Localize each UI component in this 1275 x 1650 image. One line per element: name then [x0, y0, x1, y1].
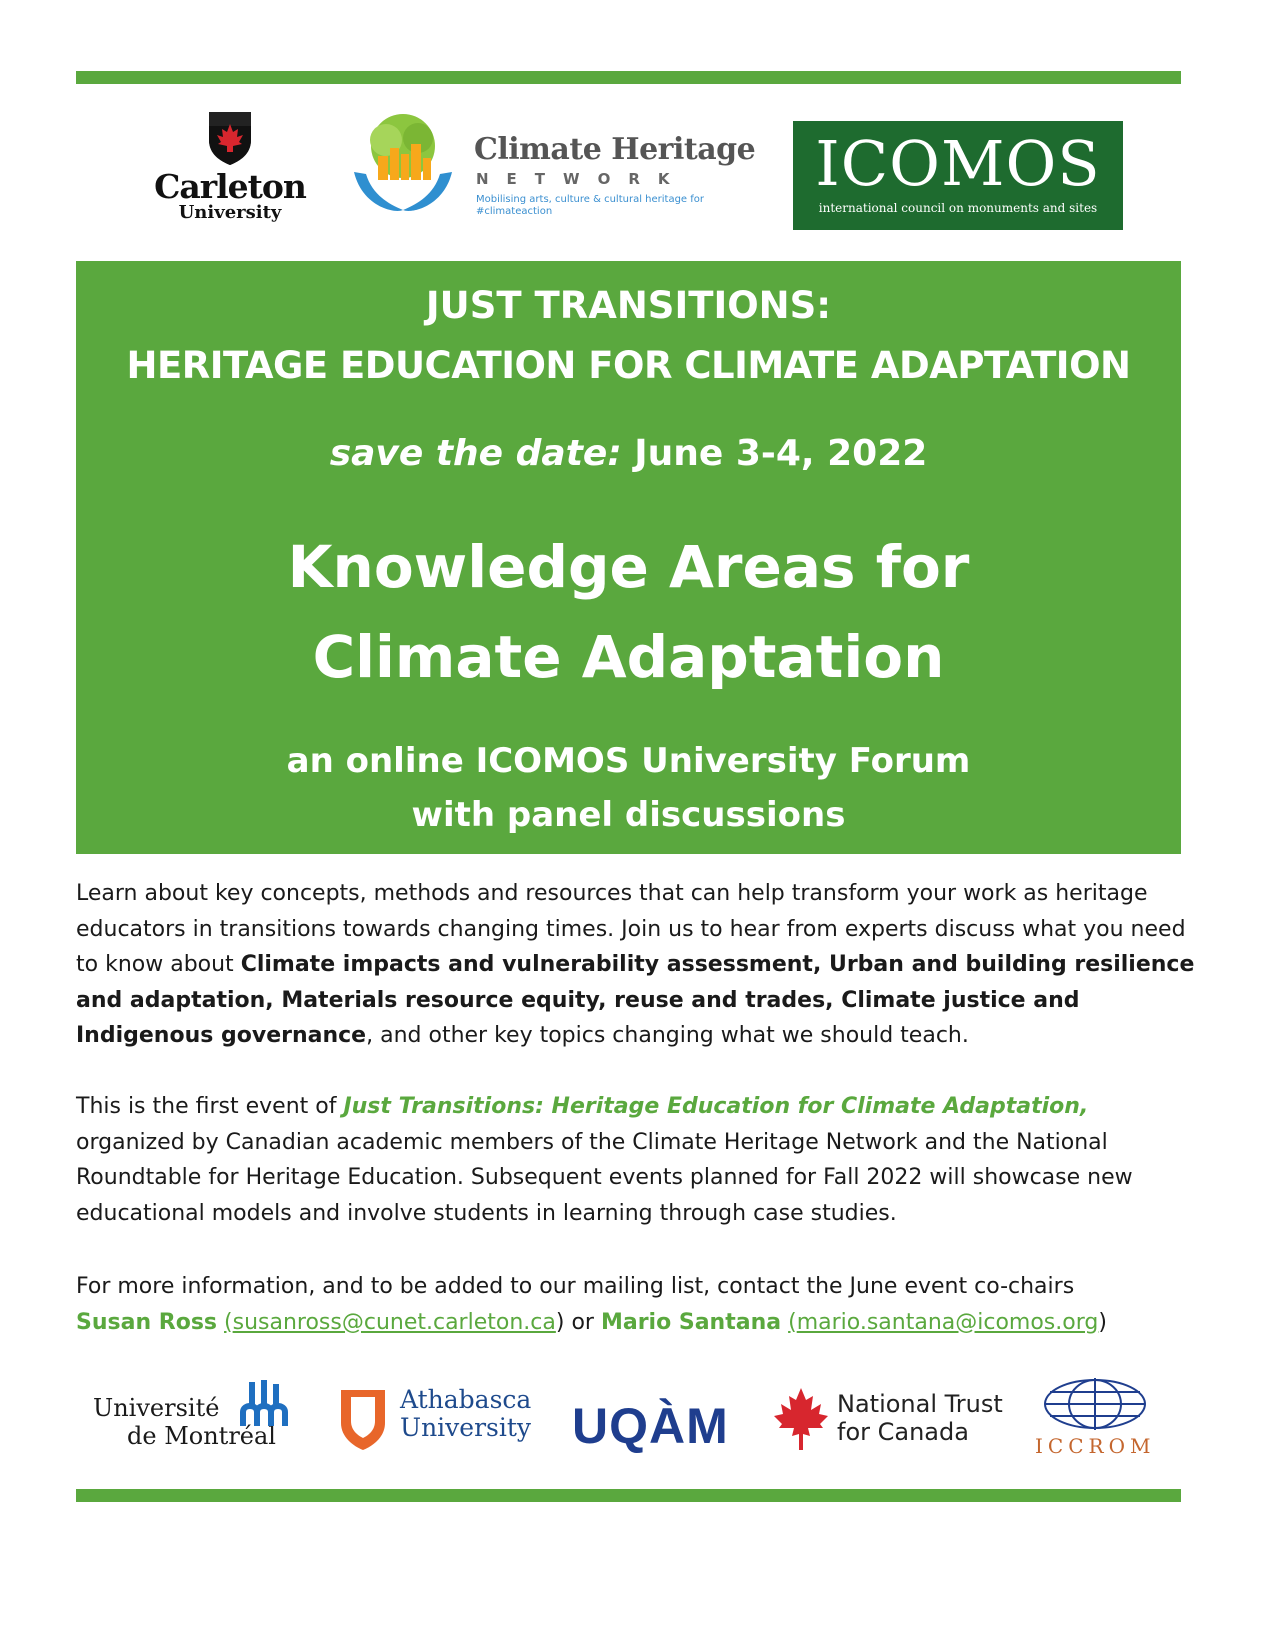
national-trust-line2: for Canada: [837, 1418, 969, 1446]
series-paragraph: [76, 1089, 1196, 1231]
save-the-date-label: save the date:: [329, 433, 622, 474]
intro-text: Learn about key concepts, methods and resources that can help transform your work as heritage educators in transitions towards changing times. Join us to hear from experts discuss what you need to know about: [76, 881, 1186, 977]
contact-intro: For more information, and to be added to our mailing list, contact the June event co-chairs: [76, 1274, 1075, 1299]
event-date: June 3-4, 2022: [621, 433, 928, 474]
banner-title-line2: HERITAGE EDUCATION FOR CLIMATE ADAPTATION: [126, 344, 1131, 387]
icomos-sub: international council on monuments and sites: [818, 201, 1098, 215]
contact1-name: Susan Ross: [76, 1309, 218, 1335]
athabasca-shield-icon: [338, 1387, 388, 1453]
chn-title: Climate Heritage: [474, 132, 756, 167]
athabasca-line1: Athabasca: [400, 1385, 532, 1414]
icomos-logo: [793, 121, 1123, 230]
event-banner: [76, 261, 1181, 854]
uqam-logo: UQÀM: [572, 1398, 729, 1454]
chn-network: NETWORK: [476, 170, 688, 188]
udem-line1: Université: [93, 1394, 220, 1422]
climate-heritage-tree-icon: [348, 110, 458, 220]
contact-line: Susan Ross (susanross@cunet.carleton.ca) or Mario Santana (mario.santana@icomos.org): [76, 1309, 1107, 1335]
series-title: Just Transitions: Heritage Education for Climate Adaptation,: [343, 1094, 1089, 1119]
iccrom-name: ICCROM: [1035, 1434, 1156, 1458]
iccrom-globe-icon: [1040, 1376, 1150, 1432]
carleton-logo: [150, 110, 310, 235]
maple-leaf-icon: [772, 1386, 830, 1452]
carleton-sub: University: [178, 202, 282, 223]
forum-line1: an online ICOMOS University Forum: [286, 741, 971, 781]
forum-line2: with panel discussions: [411, 795, 846, 835]
series-rest: organized by Canadian academic members of the Climate Heritage Network and the National Roundtable for Heritage Education. Subsequent events planned for Fall 2022 will showcase new educational models and involve students in learning through case studies.: [76, 1129, 1133, 1226]
carleton-shield-icon: [207, 110, 253, 166]
athabasca-university-logo: [338, 1383, 548, 1458]
contact-or: or: [571, 1309, 594, 1335]
national-trust-logo: [772, 1386, 1022, 1461]
contact2-email-link[interactable]: mario.santana@icomos.org: [796, 1309, 1099, 1335]
iccrom-logo: [1035, 1376, 1155, 1461]
contact1-email-link[interactable]: susanross@cunet.carleton.ca: [232, 1309, 556, 1335]
universite-de-montreal-logo: [93, 1380, 293, 1460]
intro-end: , and other key topics changing what we should teach.: [366, 1023, 969, 1048]
contact-paragraph: [76, 1269, 1196, 1340]
top-green-rule: [76, 71, 1181, 84]
save-the-date: [76, 429, 1181, 479]
knowledge-areas-line2: Climate Adaptation: [312, 623, 945, 691]
banner-title-line1: JUST TRANSITIONS:: [425, 284, 832, 327]
intro-topics: Climate impacts and vulnerability assessment, Urban and building resilience and adaptation, Materials resource equity, reuse and trades, Climate justice and Indigenous governance: [76, 952, 1195, 1048]
chn-tagline: Mobilising arts, culture & cultural heritage for #climateaction: [476, 194, 705, 217]
knowledge-areas-line1: Knowledge Areas for: [287, 533, 970, 601]
series-intro: This is the first event of: [76, 1094, 344, 1119]
carleton-name: Carleton: [154, 167, 306, 206]
udem-emblem-icon: [239, 1380, 291, 1430]
intro-paragraph: [76, 876, 1196, 1054]
bottom-green-rule: [76, 1489, 1181, 1502]
icomos-name: ICOMOS: [815, 127, 1101, 200]
athabasca-line2: University: [400, 1413, 532, 1442]
climate-heritage-network-logo: [348, 110, 756, 220]
national-trust-line1: National Trust: [837, 1390, 1003, 1418]
udem-line2: de Montréal: [127, 1422, 276, 1450]
contact2-name: Mario Santana: [600, 1309, 782, 1335]
